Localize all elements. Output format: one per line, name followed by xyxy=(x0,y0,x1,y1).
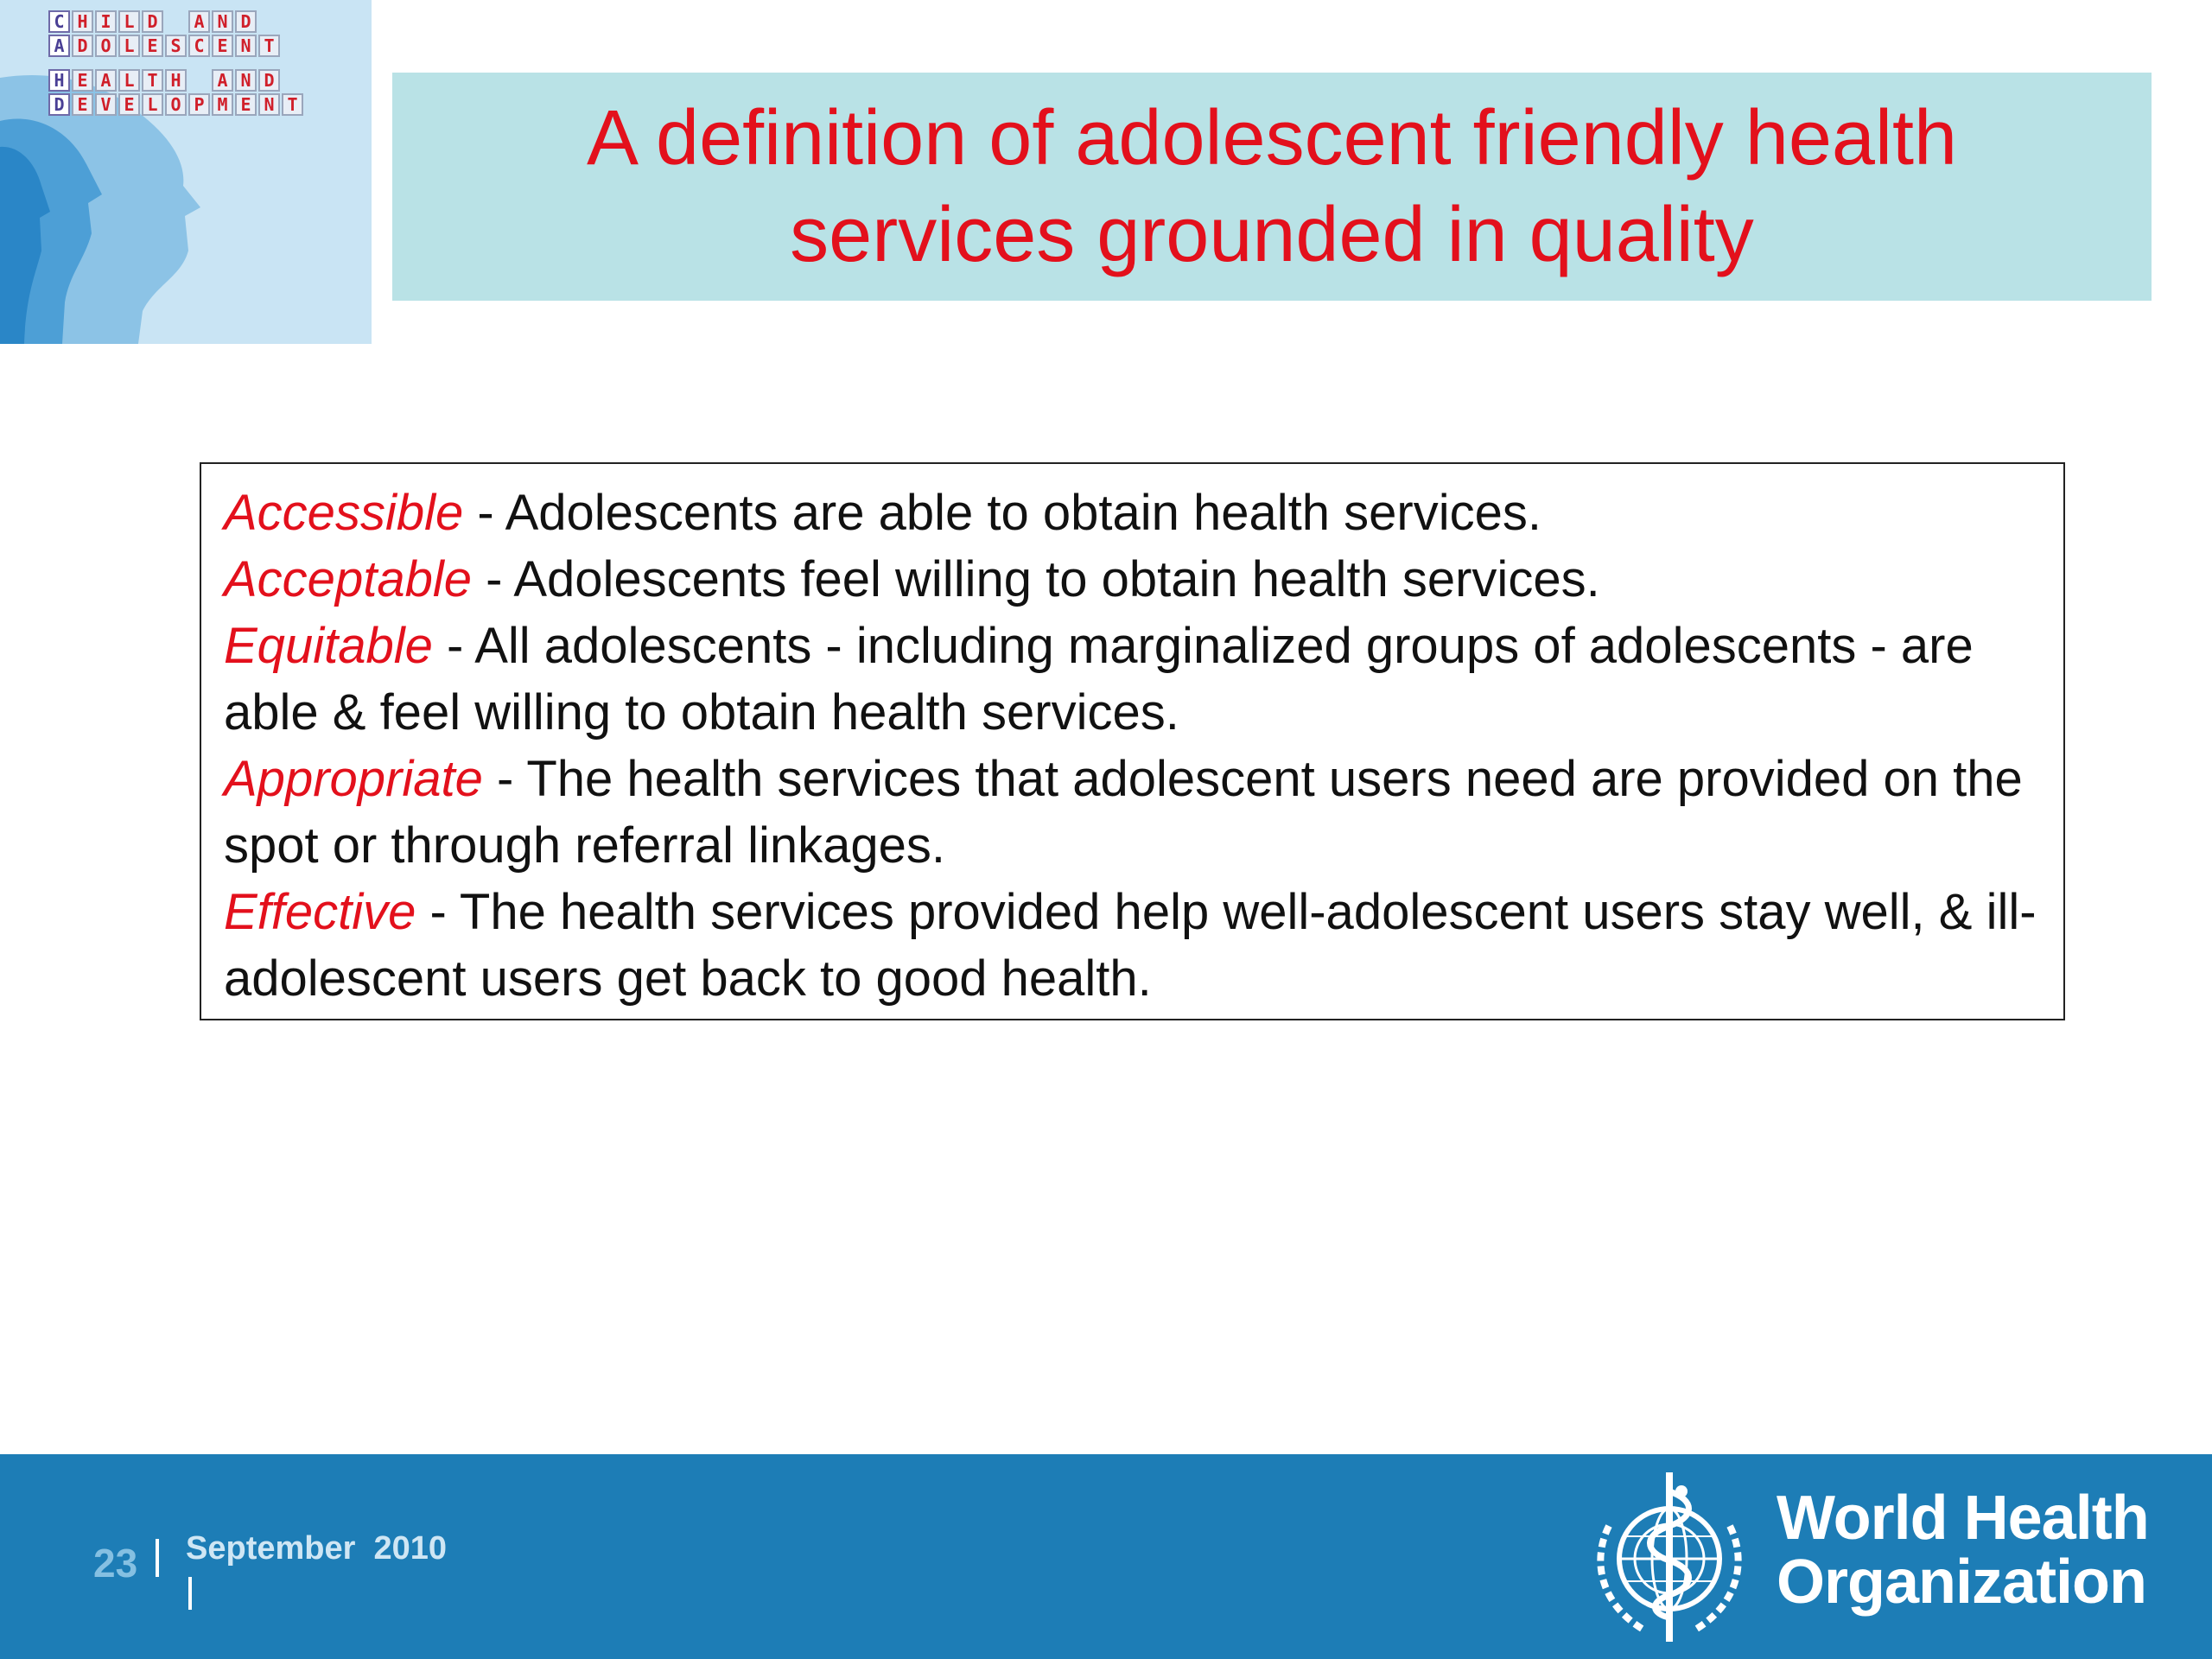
logo-letter-tile: E xyxy=(72,69,93,92)
logo-letter-tile: E xyxy=(118,93,140,116)
logo-letter-tile: L xyxy=(118,10,140,33)
definition-equitable xyxy=(224,613,2043,746)
logo-letter-tile: A xyxy=(188,10,210,33)
logo-letter-tile: T xyxy=(142,69,163,92)
definition-accessible xyxy=(224,480,2043,546)
logo-letter-tile: O xyxy=(165,93,187,116)
logo-letter-tile: C xyxy=(48,10,70,33)
definition-appropriate xyxy=(224,746,2043,879)
logo-letter-tile: T xyxy=(282,93,303,116)
presentation-date: September 2010 xyxy=(186,1530,448,1567)
definition-term: Accessible xyxy=(224,485,464,541)
footer-bar xyxy=(0,1454,2212,1659)
logo-letter-tile: C xyxy=(188,35,210,57)
definitions-box xyxy=(200,462,2065,1020)
logo-letter-tile: D xyxy=(142,10,163,33)
logo-letter-tile: D xyxy=(72,35,93,57)
logo-letter-tile: O xyxy=(95,35,117,57)
footer-divider xyxy=(156,1539,159,1577)
who-name-line2: Organization xyxy=(1777,1548,2147,1617)
logo-letter-tile: D xyxy=(258,69,280,92)
logo-letter-tile: H xyxy=(48,69,70,92)
logo-letter-tile: H xyxy=(72,10,93,33)
logo-letter-tile: E xyxy=(142,35,163,57)
footer-divider xyxy=(188,1577,192,1610)
page-number: 23 xyxy=(93,1541,138,1586)
logo-tile-space xyxy=(188,69,210,92)
logo-letter-tile: L xyxy=(118,69,140,92)
logo-letter-tile: A xyxy=(212,69,233,92)
logo-letter-tile: D xyxy=(235,10,257,33)
logo-wordmark xyxy=(48,10,303,118)
definition-term: Effective xyxy=(224,884,416,940)
definition-text: - The health services that adolescent users need are provided on the spot or through referral linkages. xyxy=(224,751,2023,874)
definition-term: Appropriate xyxy=(224,751,483,807)
slide-title: A definition of adolescent friendly health services grounded in quality xyxy=(586,95,1958,278)
logo-line-adolescent xyxy=(48,35,303,57)
definition-text: - The health services provided help well-adolescent users stay well, & ill-adolescent users get back to good health. xyxy=(224,884,2037,1007)
logo-letter-tile: V xyxy=(95,93,117,116)
logo-letter-tile: P xyxy=(188,93,210,116)
logo-letter-tile: E xyxy=(212,35,233,57)
who-name-line1: World Health xyxy=(1777,1484,2149,1553)
definition-text: - Adolescents are able to obtain health services. xyxy=(463,485,1541,541)
logo-letter-tile: D xyxy=(48,93,70,116)
logo-line-child-and xyxy=(48,10,303,33)
logo-line-development xyxy=(48,93,303,116)
logo-letter-tile: N xyxy=(235,35,257,57)
logo-letter-tile: N xyxy=(258,93,280,116)
logo-letter-tile: E xyxy=(72,93,93,116)
logo-letter-tile: N xyxy=(235,69,257,92)
logo-letter-tile: E xyxy=(235,93,257,116)
logo-letter-tile: S xyxy=(165,35,187,57)
logo-tile-space xyxy=(165,10,187,33)
title-banner xyxy=(392,73,2152,301)
logo-letter-tile: L xyxy=(142,93,163,116)
logo-letter-tile: M xyxy=(212,93,233,116)
definition-text: - Adolescents feel willing to obtain health services. xyxy=(471,551,1600,607)
definition-term: Equitable xyxy=(224,618,433,674)
logo-letter-tile: I xyxy=(95,10,117,33)
logo-letter-tile: T xyxy=(258,35,280,57)
logo-letter-tile: A xyxy=(48,35,70,57)
definition-effective xyxy=(224,879,2043,1012)
definition-term: Acceptable xyxy=(224,551,472,607)
who-emblem-icon xyxy=(1574,1465,1764,1647)
logo-letter-tile: N xyxy=(212,10,233,33)
definition-text: - All adolescents - including marginalized groups of adolescents - are able & feel willing to obtain health services. xyxy=(224,618,1974,741)
logo-letter-tile: L xyxy=(118,35,140,57)
logo-letter-tile: A xyxy=(95,69,117,92)
definition-acceptable xyxy=(224,546,2043,613)
who-wordmark xyxy=(1777,1484,2149,1617)
program-logo xyxy=(0,0,372,344)
logo-line-health-and xyxy=(48,69,303,92)
logo-letter-tile: H xyxy=(165,69,187,92)
